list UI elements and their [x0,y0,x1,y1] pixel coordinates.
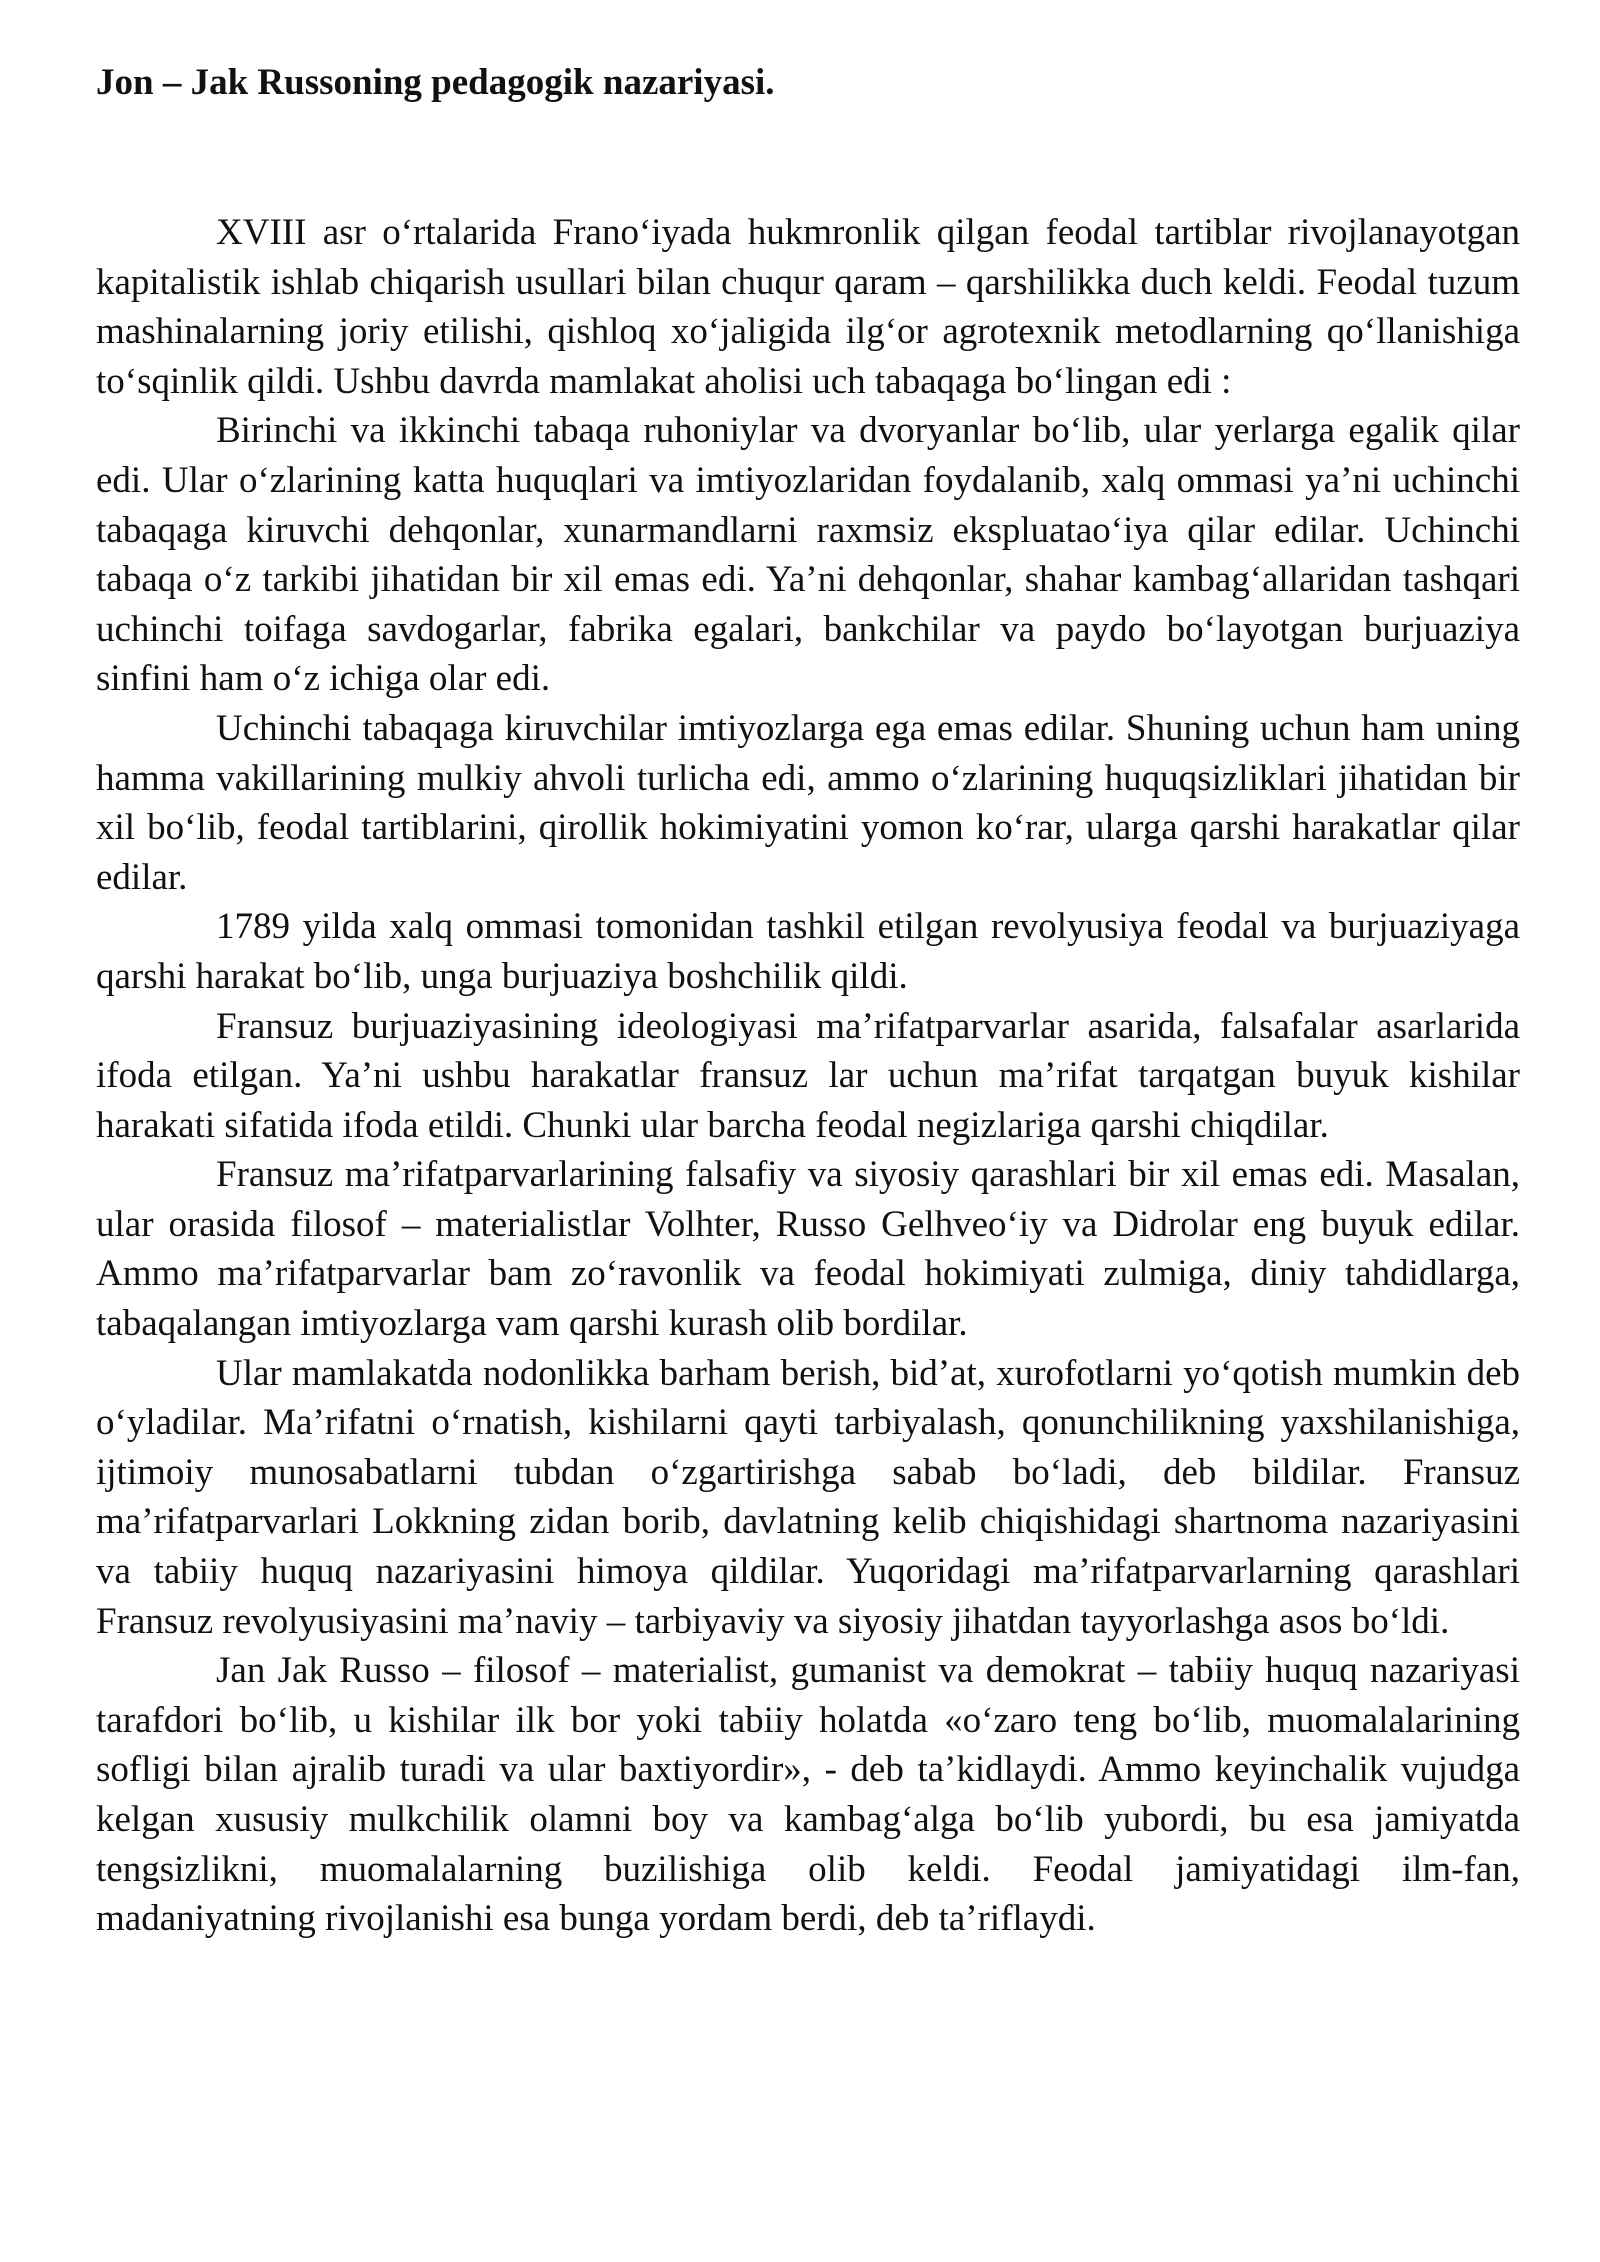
document-body [96,208,1520,1944]
paragraph: Fransuz ma’rifatparvarlarining falsafiy va siyosiy qarashlari bir xil emas edi. Masalan, ular orasida filosof – materialistlar Volhter, Russo Gelhveo‘iy va Didrolar eng buyuk edilar. Ammo ma’rifatparvarlar bam zo‘ravonlik va feodal hokimiyati zulmiga, diniy tahdidlarga, tabaqalangan imtiyozlarga vam qarshi kurash olib bordilar. [96,1154,1520,1345]
paragraph: XVIII asr o‘rtalarida Frano‘iyada hukmronlik qilgan feodal tartiblar rivojlanayotgan kapitalistik ishlab chiqarish usullari bilan chuqur qaram – qarshilikka duch keldi. Feodal tuzum mashinalarning joriy etilishi, qishloq xo‘jaligida ilg‘or agrotexnik metodlarning qo‘llanishiga to‘sqinlik qildi. Ushbu davrda mamlakat aholisi uch tabaqaga bo‘lingan edi : [96,212,1520,402]
document-page [96,58,1520,1944]
paragraph: Ular mamlakatda nodonlikka barham berish, bid’at, xurofotlarni yo‘qotish mumkin deb o‘yladilar. Ma’rifatni o‘rnatish, kishilarni qayti tarbiyalash, qonunchilikning yaxshilanishiga, ijtimoiy munosabatlarni tubdan o‘zgartirishga sabab bo‘ladi, deb bildilar. Fransuz ma’rifatparvarlari Lokkning zidan borib, davlatning kelib chiqishidagi shartnoma nazariyasini va tabiiy huquq nazariyasini himoya qildilar. Yuqoridagi ma’rifatparvarlarning qarashlari Fransuz revolyusiyasini ma’naviy – tarbiyaviy va siyosiy jihatdan tayyorlashga asos bo‘ldi. [96,1352,1520,1642]
paragraph: Birinchi va ikkinchi tabaqa ruhoniylar va dvoryanlar bo‘lib, ular yerlarga egalik qilar edi. Ular o‘zlarining katta huquqlari va imtiyozlaridan foydalanib, xalq ommasi ya’ni uchinchi tabaqaga kiruvchi dehqonlar, xunarmandlarni raxmsiz ekspluatao‘iya qilar edilar. Uchinchi tabaqa o‘z tarkibi jihatidan bir xil emas edi. Ya’ni dehqonlar, shahar kambag‘allaridan tashqari uchinchi toifaga savdogarlar, fabrika egalari, bankchilar va paydo bo‘layotgan burjuaziya sinfini ham o‘z ichiga olar edi. [96,410,1520,700]
paragraph: Jan Jak Russo – filosof – materialist, gumanist va demokrat – tabiiy huquq nazariyasi tarafdori bo‘lib, u kishilar ilk bor yoki tabiiy holatda «o‘zaro teng bo‘lib, muomalalarining sofligi bilan ajralib turadi va ular baxtiyordir», - deb ta’kidlaydi. Ammo keyinchalik vujudga kelgan xususiy mulkchilik olamni boy va kambag‘alga bo‘lib yubordi, bu esa jamiyatda tengsizlikni, muomalalarning buzilishiga olib keldi. Feodal jamiyatidagi ilm-fan, madaniyatning rivojlanishi esa bunga yordam berdi, deb ta’riflaydi. [96,1650,1520,1940]
document-title: Jon – Jak Russoning pedagogik nazariyasi. [96,62,775,103]
paragraph: 1789 yilda xalq ommasi tomonidan tashkil etilgan revolyusiya feodal va burjuaziyaga qarshi harakat bo‘lib, unga burjuaziya boshchilik qildi. [96,906,1520,997]
paragraph: Fransuz burjuaziyasining ideologiyasi ma’rifatparvarlar asarida, falsafalar asarlarida ifoda etilgan. Ya’ni ushbu harakatlar fransuz lar uchun ma’rifat tarqatgan buyuk kishilar harakati sifatida ifoda etildi. Chunki ular barcha feodal negizlariga qarshi chiqdilar. [96,1005,1520,1146]
paragraph: Uchinchi tabaqaga kiruvchilar imtiyozlarga ega emas edilar. Shuning uchun ham uning hamma vakillarining mulkiy ahvoli turlicha edi, ammo o‘zlarining huquqsizliklari jihatidan bir xil bo‘lib, feodal tartiblarini, qirollik hokimiyatini yomon ko‘rar, ularga qarshi harakatlar qilar edilar. [96,707,1520,898]
